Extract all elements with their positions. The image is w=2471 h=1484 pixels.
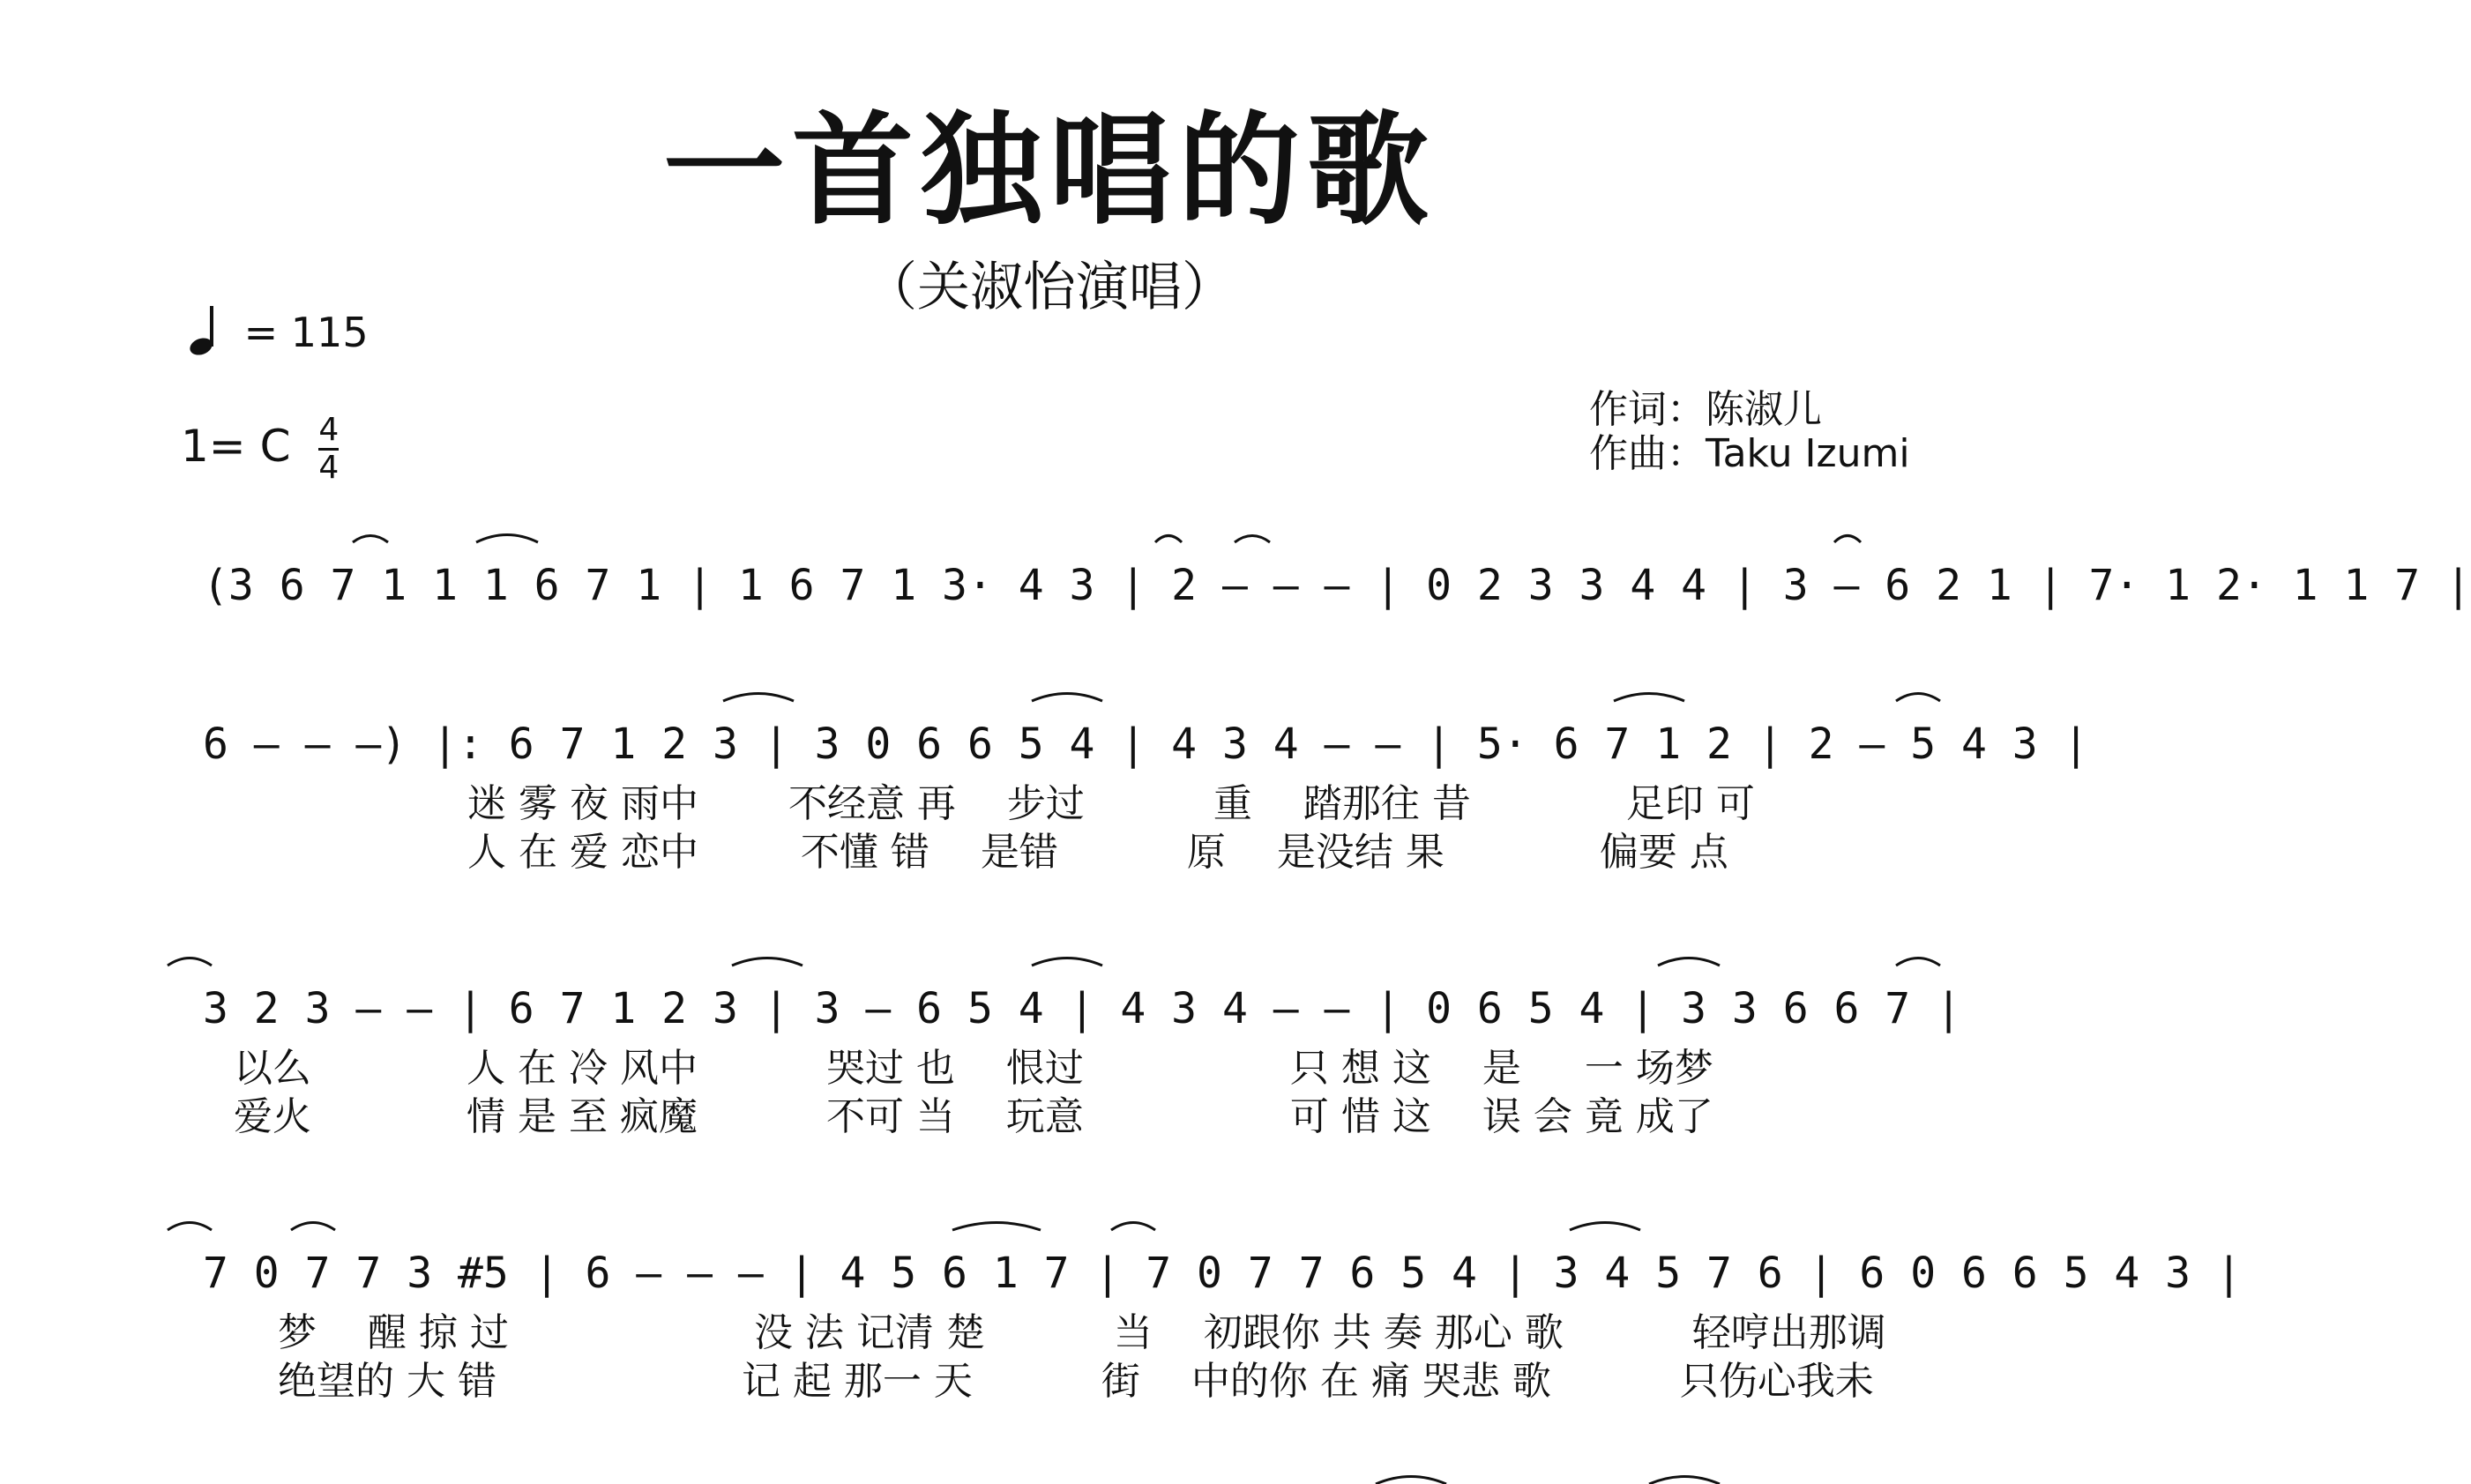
score-system-3-lyrics-verse-1: 以么 人 在 冷 风中 哭过 也 恨过 只 想 这 是 一 场梦 [234,1046,1713,1091]
tempo-value: = 115 [243,309,369,356]
song-title: 一首独唱的歌 [662,100,1436,242]
time-signature-bottom: 4 [318,450,340,486]
score-system-2-lyrics-verse-1: 迷 雾 夜 雨中 不经意 再 步过 重 踏那往 昔 足印 可 [467,781,1755,826]
key-label: 1= C [181,421,291,472]
time-signature-top: 4 [318,412,340,448]
score-system-4-lyrics-verse-2: 绝望的 大 错 记 起 那一 天 街 中的你 在 痛 哭悲 歌 只伤心我未 [278,1359,1874,1404]
score-system-4-lyrics-verse-1: 梦 醒 掠 过 没 法 记清 楚 当 初跟你 共 奏 那心 歌 轻哼出那调 [278,1310,1886,1355]
score-system-1-notes: (3 6 7 1 1 1 6 7 1 | 1 6 7 1 3· 4 3 | 2 – – – | 0 2 3 3 4 4 | 3 – 6 2 1 | 7· 1 2· 1 1 7 | [203,561,2471,610]
score-system-3-lyrics-verse-2: 爱火 情 是 至 疯魔 不可 当 玩意 可 惜 这 误 会 竟 成了 [234,1094,1713,1139]
score-system-2-lyrics-verse-2: 人 在 爱 恋中 不懂 错 是错 原 是没结 果 偏要 点 [467,830,1728,875]
lyricist-credit: 作词：陈淑儿 [1589,387,1822,432]
composer-credit: 作曲：Taku Izumi [1589,431,1910,476]
score-system-3-notes: 3 2 3 – – | 6 7 1 2 3 | 3 – 6 5 4 | 4 3 4 – – | 0 6 5 4 | 3 3 6 6 7 | [203,984,1961,1033]
score-system-4-notes: 7 0 7 7 3 #5 | 6 – – – | 4 5 6 1 7 | 7 0 7 7 6 5 4 | 3 4 5 7 6 | 6 0 6 6 5 4 3 | [203,1249,2242,1298]
performer-subtitle: （关淑怡演唱） [864,257,1235,318]
score-system-2-notes: 6 – – –) |: 6 7 1 2 3 | 3 0 6 6 5 4 | 4 3 4 – – | 5· 6 7 1 2 | 2 – 5 4 3 | [203,720,2089,769]
